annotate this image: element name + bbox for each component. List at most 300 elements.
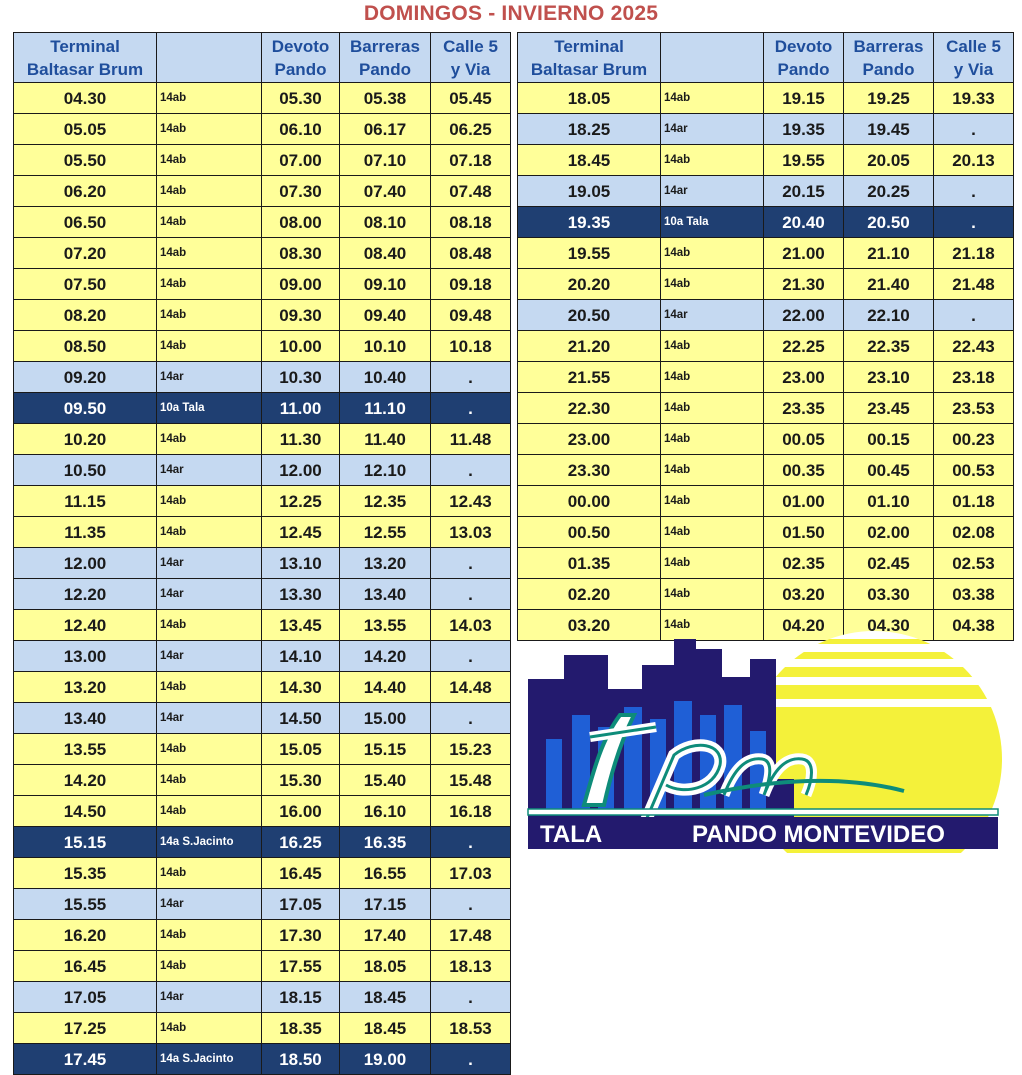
tpm-logo [524,619,1002,853]
calle5-time: . [431,827,511,858]
calle5-time: 22.43 [934,331,1014,362]
header-calle5-line2: y Via [450,59,491,79]
devoto-time: 15.30 [262,765,340,796]
devoto-time: 18.35 [262,1013,340,1044]
devoto-time: 11.30 [262,424,340,455]
table-row [14,827,511,858]
barreras-time: 15.40 [340,765,431,796]
departure-time: 18.05 [518,83,661,114]
calle5-time: 07.48 [431,176,511,207]
departure-time: 05.05 [14,114,157,145]
barreras-time: 22.10 [844,300,934,331]
devoto-time: 00.05 [764,424,844,455]
barreras-time: 00.45 [844,455,934,486]
devoto-time: 12.00 [262,455,340,486]
table-row [518,486,1014,517]
route-code: 14ab [157,269,262,300]
devoto-time: 09.00 [262,269,340,300]
table-row [518,83,1014,114]
table-row [14,207,511,238]
table-row [14,300,511,331]
calle5-time: 20.13 [934,145,1014,176]
calle5-time: . [431,393,511,424]
barreras-time: 22.35 [844,331,934,362]
departure-time: 23.30 [518,455,661,486]
route-code: 14ar [661,114,764,145]
barreras-time: 08.10 [340,207,431,238]
barreras-time: 04.30 [844,610,934,641]
table-row [14,920,511,951]
calle5-time: 02.08 [934,517,1014,548]
header-terminal-line1: Terminal [50,36,120,56]
departure-time: 07.50 [14,269,157,300]
devoto-time: 07.30 [262,176,340,207]
devoto-time: 13.45 [262,610,340,641]
departure-time: 17.05 [14,982,157,1013]
table-row [14,269,511,300]
header-terminal-line2: Baltasar Brum [530,59,648,79]
barreras-time: 06.17 [340,114,431,145]
schedule-table-left [13,32,511,1075]
header-barreras-line2: Pando [359,59,411,79]
route-code: 14ar [661,176,764,207]
table-row [14,703,511,734]
header-devoto-line1: Devoto [774,36,833,56]
route-code: 14ab [157,176,262,207]
barreras-time: 14.40 [340,672,431,703]
departure-time: 19.05 [518,176,661,207]
route-code: 14ab [157,517,262,548]
calle5-time: 03.38 [934,579,1014,610]
table-row [14,548,511,579]
table-row [14,455,511,486]
barreras-time: 09.10 [340,269,431,300]
calle5-time: 02.53 [934,548,1014,579]
table-row [14,393,511,424]
departure-time: 15.35 [14,858,157,889]
devoto-time: 21.30 [764,269,844,300]
table-row [14,641,511,672]
departure-time: 06.50 [14,207,157,238]
calle5-time: 16.18 [431,796,511,827]
departure-time: 18.25 [518,114,661,145]
route-code: 14ar [157,548,262,579]
header-devoto-line2: Pando [777,59,830,79]
departure-time: 13.00 [14,641,157,672]
table-row [14,424,511,455]
barreras-time: 23.45 [844,393,934,424]
barreras-time: 13.20 [340,548,431,579]
calle5-time: 00.23 [934,424,1014,455]
barreras-time: 11.40 [340,424,431,455]
logo-tagline-left: TALA [540,821,603,848]
departure-time: 16.20 [14,920,157,951]
route-code: 14ab [661,238,764,269]
header-devoto-line2: Pando [274,59,327,79]
route-code: 14ab [157,238,262,269]
header-calle5-line1: Calle 5 [946,36,1001,56]
logo-tagline-right: PANDO MONTEVIDEO [692,821,945,848]
barreras-time: 00.15 [844,424,934,455]
route-code: 14ab [661,145,764,176]
route-code: 14ab [661,486,764,517]
calle5-time: . [431,703,511,734]
calle5-time: 09.18 [431,269,511,300]
departure-time: 14.20 [14,765,157,796]
calle5-time: 18.13 [431,951,511,982]
devoto-time: 05.30 [262,83,340,114]
header-terminal [14,33,157,83]
calle5-time: . [934,207,1014,238]
devoto-time: 03.20 [764,579,844,610]
route-code: 14ab [157,114,262,145]
barreras-time: 18.05 [340,951,431,982]
table-row [518,207,1014,238]
table-row [14,517,511,548]
route-code: 14ab [157,734,262,765]
calle5-time: . [934,114,1014,145]
barreras-time: 12.10 [340,455,431,486]
route-code: 14ab [661,393,764,424]
header-line [661,33,764,83]
devoto-time: 07.00 [262,145,340,176]
table-row [14,951,511,982]
devoto-time: 01.00 [764,486,844,517]
calle5-time: 17.48 [431,920,511,951]
route-code: 14ab [661,424,764,455]
departure-time: 12.00 [14,548,157,579]
departure-time: 13.40 [14,703,157,734]
table-row [14,796,511,827]
barreras-time: 18.45 [340,1013,431,1044]
barreras-time: 23.10 [844,362,934,393]
route-code: 14ar [157,579,262,610]
calle5-time: . [431,579,511,610]
table-row [518,393,1014,424]
devoto-time: 17.55 [262,951,340,982]
route-code: 10a Tala [661,207,764,238]
devoto-time: 20.15 [764,176,844,207]
table-row [14,858,511,889]
calle5-time: 21.48 [934,269,1014,300]
schedule-body-left [14,83,511,1075]
barreras-time: 17.40 [340,920,431,951]
calle5-time: 06.25 [431,114,511,145]
barreras-time: 12.35 [340,486,431,517]
devoto-time: 18.15 [262,982,340,1013]
route-code: 14ab [661,610,764,641]
route-code: 14ar [157,703,262,734]
departure-time: 11.15 [14,486,157,517]
devoto-time: 01.50 [764,517,844,548]
departure-time: 16.45 [14,951,157,982]
departure-time: 23.00 [518,424,661,455]
calle5-time: 10.18 [431,331,511,362]
departure-time: 10.20 [14,424,157,455]
route-code: 14ab [157,610,262,641]
barreras-time: 18.45 [340,982,431,1013]
calle5-time: 13.03 [431,517,511,548]
header-devoto-line1: Devoto [271,36,330,56]
barreras-time: 05.38 [340,83,431,114]
route-code: 14ar [157,455,262,486]
header-calle5 [431,33,511,83]
header-terminal-line2: Baltasar Brum [26,59,144,79]
table-row [14,1013,511,1044]
route-code: 14ab [661,83,764,114]
devoto-time: 13.30 [262,579,340,610]
calle5-time: 04.38 [934,610,1014,641]
header-barreras [844,33,934,83]
route-code: 14a S.Jacinto [157,1044,262,1075]
devoto-time: 09.30 [262,300,340,331]
barreras-time: 07.40 [340,176,431,207]
table-row [518,114,1014,145]
departure-time: 20.20 [518,269,661,300]
table-row [518,300,1014,331]
barreras-time: 12.55 [340,517,431,548]
calle5-time: 12.43 [431,486,511,517]
header-barreras [340,33,431,83]
barreras-time: 08.40 [340,238,431,269]
route-code: 14a S.Jacinto [157,827,262,858]
table-row [518,238,1014,269]
barreras-time: 15.00 [340,703,431,734]
route-code: 14ab [157,145,262,176]
barreras-time: 03.30 [844,579,934,610]
departure-time: 18.45 [518,145,661,176]
route-code: 10a Tala [157,393,262,424]
table-row [14,889,511,920]
schedule-table-right [517,32,1014,641]
devoto-time: 19.55 [764,145,844,176]
table-row [14,331,511,362]
departure-time: 22.30 [518,393,661,424]
departure-time: 19.55 [518,238,661,269]
header-calle5-line2: y Via [953,59,994,79]
header-terminal-line1: Terminal [554,36,624,56]
route-code: 14ab [157,486,262,517]
table-row [518,455,1014,486]
barreras-time: 13.40 [340,579,431,610]
devoto-time: 02.35 [764,548,844,579]
route-code: 14ab [157,672,262,703]
route-code: 14ab [661,331,764,362]
devoto-time: 17.30 [262,920,340,951]
barreras-time: 09.40 [340,300,431,331]
departure-time: 09.20 [14,362,157,393]
header-devoto [764,33,844,83]
table-row [14,83,511,114]
devoto-time: 14.10 [262,641,340,672]
barreras-time: 19.25 [844,83,934,114]
barreras-time: 20.25 [844,176,934,207]
route-code: 14ab [157,1013,262,1044]
devoto-time: 21.00 [764,238,844,269]
devoto-time: 10.00 [262,331,340,362]
departure-time: 11.35 [14,517,157,548]
calle5-time: 23.53 [934,393,1014,424]
route-code: 14ab [157,951,262,982]
route-code: 14ab [157,331,262,362]
table-row [518,362,1014,393]
departure-time: 13.55 [14,734,157,765]
table-row [518,145,1014,176]
devoto-time: 12.45 [262,517,340,548]
table-row [14,114,511,145]
departure-time: 09.50 [14,393,157,424]
barreras-time: 19.45 [844,114,934,145]
devoto-time: 04.20 [764,610,844,641]
barreras-time: 15.15 [340,734,431,765]
devoto-time: 10.30 [262,362,340,393]
header-line [157,33,262,83]
table-row [14,982,511,1013]
page-title: DOMINGOS - INVIERNO 2025 [363,2,659,25]
departure-time: 21.55 [518,362,661,393]
devoto-time: 19.35 [764,114,844,145]
route-code: 14ar [157,641,262,672]
devoto-time: 18.50 [262,1044,340,1075]
route-code: 14ar [157,362,262,393]
route-code: 14ab [661,579,764,610]
table-row [518,176,1014,207]
devoto-time: 23.35 [764,393,844,424]
table-row [518,517,1014,548]
departure-time: 04.30 [14,83,157,114]
route-code: 14ab [661,269,764,300]
barreras-time: 07.10 [340,145,431,176]
departure-time: 17.25 [14,1013,157,1044]
route-code: 14ab [157,207,262,238]
calle5-time: . [431,641,511,672]
table-row [14,176,511,207]
devoto-time: 00.35 [764,455,844,486]
table-row [518,579,1014,610]
devoto-time: 14.50 [262,703,340,734]
departure-time: 15.15 [14,827,157,858]
table-row [518,269,1014,300]
devoto-time: 16.00 [262,796,340,827]
calle5-time: . [431,548,511,579]
route-code: 14ab [157,424,262,455]
devoto-time: 16.25 [262,827,340,858]
devoto-time: 13.10 [262,548,340,579]
departure-time: 08.20 [14,300,157,331]
departure-time: 21.20 [518,331,661,362]
table-row [14,765,511,796]
calle5-time: 09.48 [431,300,511,331]
table-row [14,486,511,517]
devoto-time: 22.25 [764,331,844,362]
departure-time: 12.20 [14,579,157,610]
calle5-time: 05.45 [431,83,511,114]
calle5-time: . [431,982,511,1013]
header-barreras-line1: Barreras [853,36,924,56]
barreras-time: 16.55 [340,858,431,889]
calle5-time: 21.18 [934,238,1014,269]
route-code: 14ar [157,889,262,920]
route-code: 14ab [157,796,262,827]
devoto-time: 08.30 [262,238,340,269]
barreras-time: 19.00 [340,1044,431,1075]
barreras-time: 10.40 [340,362,431,393]
header-devoto [262,33,340,83]
table-row [518,424,1014,455]
barreras-time: 16.35 [340,827,431,858]
departure-time: 07.20 [14,238,157,269]
route-code: 14ab [661,455,764,486]
departure-time: 19.35 [518,207,661,238]
route-code: 14ar [157,982,262,1013]
route-code: 14ab [661,362,764,393]
route-code: 14ab [157,765,262,796]
table-row [14,145,511,176]
devoto-time: 14.30 [262,672,340,703]
header-calle5-line1: Calle 5 [443,36,498,56]
departure-time: 03.20 [518,610,661,641]
table-row [14,362,511,393]
route-code: 14ab [157,300,262,331]
calle5-time: 00.53 [934,455,1014,486]
devoto-time: 11.00 [262,393,340,424]
barreras-time: 11.10 [340,393,431,424]
calle5-time: 08.48 [431,238,511,269]
calle5-time: 15.48 [431,765,511,796]
barreras-time: 13.55 [340,610,431,641]
departure-time: 01.35 [518,548,661,579]
header-terminal [518,33,661,83]
barreras-time: 16.10 [340,796,431,827]
barreras-time: 14.20 [340,641,431,672]
departure-time: 20.50 [518,300,661,331]
departure-time: 06.20 [14,176,157,207]
barreras-time: 20.05 [844,145,934,176]
departure-time: 12.40 [14,610,157,641]
devoto-time: 22.00 [764,300,844,331]
calle5-time: 18.53 [431,1013,511,1044]
barreras-time: 01.10 [844,486,934,517]
barreras-time: 02.00 [844,517,934,548]
barreras-time: 21.40 [844,269,934,300]
departure-time: 10.50 [14,455,157,486]
route-code: 14ab [157,858,262,889]
calle5-time: 11.48 [431,424,511,455]
calle5-time: 23.18 [934,362,1014,393]
departure-time: 17.45 [14,1044,157,1075]
devoto-time: 12.25 [262,486,340,517]
departure-time: 08.50 [14,331,157,362]
table-row [14,1044,511,1075]
devoto-time: 08.00 [262,207,340,238]
route-code: 14ab [157,920,262,951]
departure-time: 13.20 [14,672,157,703]
table-row [14,672,511,703]
devoto-time: 15.05 [262,734,340,765]
devoto-time: 16.45 [262,858,340,889]
header-barreras-line1: Barreras [350,36,420,56]
calle5-time: 17.03 [431,858,511,889]
devoto-time: 23.00 [764,362,844,393]
departure-time: 15.55 [14,889,157,920]
table-row [14,579,511,610]
calle5-time: 19.33 [934,83,1014,114]
calle5-time: . [431,1044,511,1075]
departure-time: 00.00 [518,486,661,517]
calle5-time: 14.03 [431,610,511,641]
devoto-time: 19.15 [764,83,844,114]
route-code: 14ab [661,548,764,579]
